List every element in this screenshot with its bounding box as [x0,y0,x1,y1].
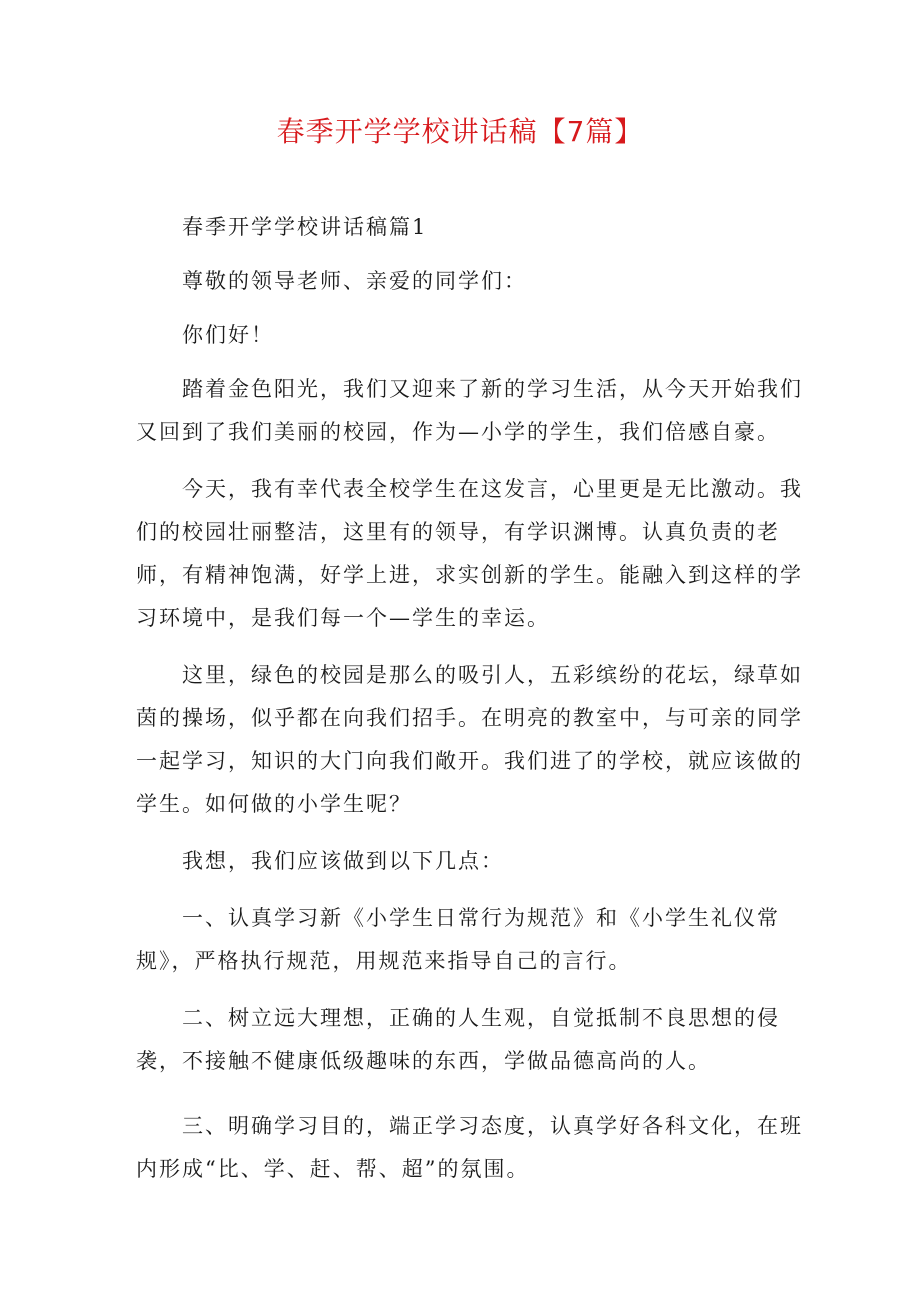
list-item: 一、认真学习新《小学生日常行为规范》和《小学生礼仪常规》，严格执行规范，用规范来指导自己的言行。 [136,906,780,973]
list-item: 三、明确学习目的，端正学习态度，认真学好各科文化，在班内形成“比、学、赶、帮、超”的氛围。 [136,1114,803,1181]
body-paragraph: 这里，绿色的校园是那么的吸引人，五彩缤纷的花坛，绿草如茵的操场，似乎都在向我们招手。在明亮的教室中，与可亲的同学一起学习，知识的大门向我们敞开。我们进了的学校，就应该做的学生。如何做的小学生呢？ [136,663,803,816]
document-body [136,206,804,1191]
list-item: 二、树立远大理想，正确的人生观，自觉抵制不良思想的侵袭，不接触不健康低级趣味的东西，学做品德高尚的人。 [136,1006,780,1073]
body-paragraph: 今天，我有幸代表全校学生在这发言，心里更是无比激动。我们的校园壮丽整洁，这里有的领导，有学识渊博。认真负责的老师，有精神饱满，好学上进，求实创新的学生。能融入到这样的学习环境中，是我们每一个—学生的幸运。 [136,477,803,630]
section-heading: 春季开学学校讲话稿篇1 [182,215,428,239]
document-title: 春季开学学校讲话稿【7篇】 [276,115,644,148]
salutation: 尊敬的领导老师、亲爱的同学们： [182,269,527,293]
greeting: 你们好！ [182,323,274,347]
body-paragraph: 踏着金色阳光，我们又迎来了新的学习生活，从今天开始我们又回到了我们美丽的校园，作为—小学的学生，我们倍感自豪。 [136,377,803,444]
body-paragraph: 我想，我们应该做到以下几点： [182,849,504,873]
